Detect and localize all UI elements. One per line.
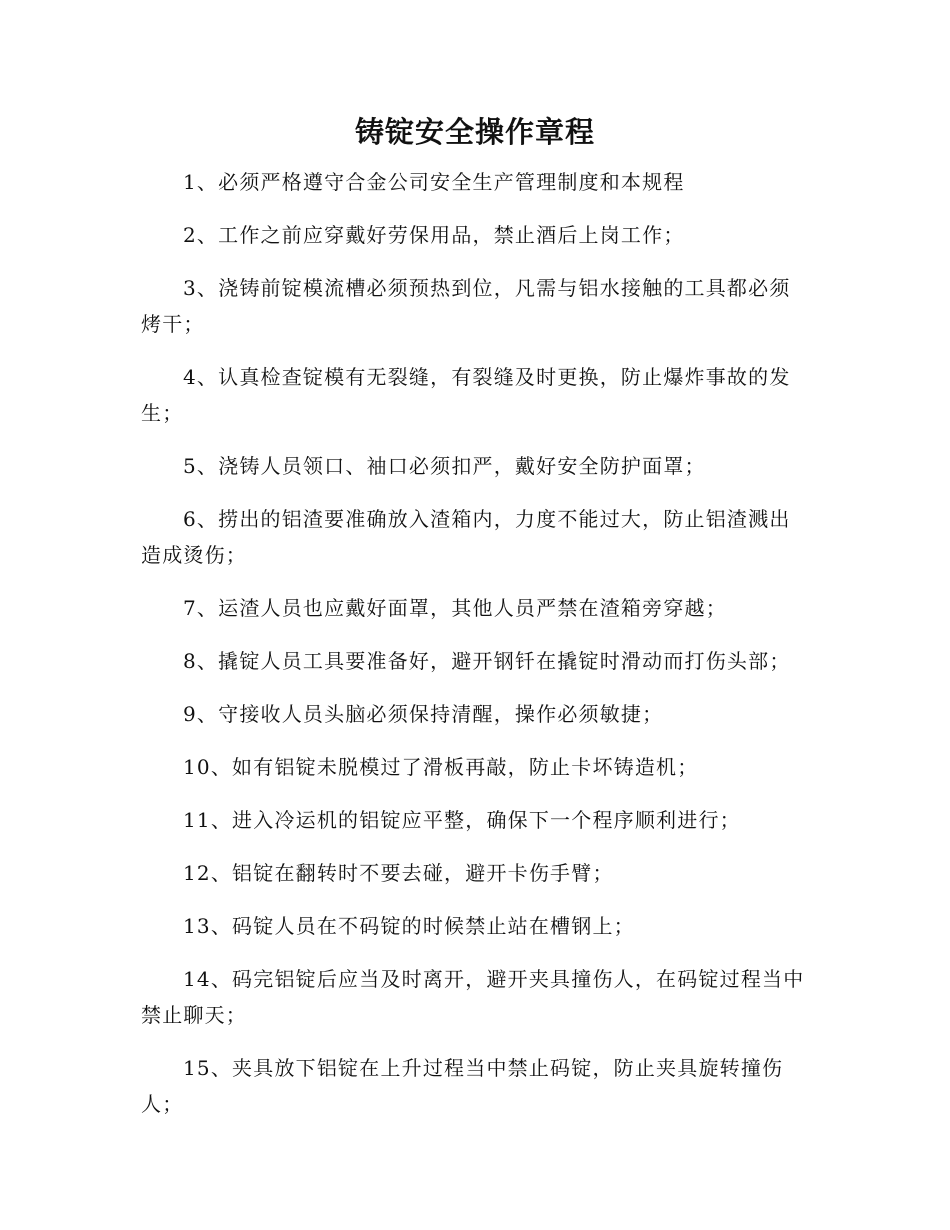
- rule-item: 9、守接收人员头脑必须保持清醒，操作必须敏捷；: [183, 702, 664, 726]
- rule-item: 3、浇铸前锭模流槽必须预热到位，凡需与铝水接触的工具都必须烤干；: [141, 276, 791, 336]
- rules-list: [141, 164, 811, 1139]
- rule-item: 6、捞出的铝渣要准确放入渣箱内，力度不能过大，防止铝渣溅出造成烫伤；: [141, 507, 791, 567]
- rule-item: 15、夹具放下铝锭在上升过程当中禁止码锭，防止夹具旋转撞伤人；: [141, 1056, 784, 1116]
- rule-item: 11、进入冷运机的铝锭应平整，确保下一个程序顺利进行；: [183, 808, 741, 832]
- rule-item: 2、工作之前应穿戴好劳保用品，禁止酒后上岗工作；: [183, 223, 685, 247]
- rule-item: 13、码锭人员在不码锭的时候禁止站在槽钢上；: [183, 914, 635, 938]
- rule-item: 10、如有铝锭未脱模过了滑板再敲，防止卡坏铸造机；: [183, 755, 699, 779]
- rule-item: 14、码完铝锭后应当及时离开，避开夹具撞伤人，在码锭过程当中禁止聊天；: [141, 967, 805, 1027]
- rule-item: 8、撬锭人员工具要准备好，避开钢钎在撬锭时滑动而打伤头部；: [183, 649, 791, 673]
- rule-item: 5、浇铸人员领口、袖口必须扣严，戴好安全防护面罩；: [183, 454, 706, 478]
- document-title: 铸锭安全操作章程: [354, 115, 595, 149]
- rule-item: 12、铝锭在翻转时不要去碰，避开卡伤手臂；: [183, 861, 614, 885]
- rule-item: 4、认真检查锭模有无裂缝，有裂缝及时更换，防止爆炸事故的发生；: [141, 365, 791, 425]
- rule-item: 1、必须严格遵守合金公司安全生产管理制度和本规程: [183, 170, 685, 194]
- rule-item: 7、运渣人员也应戴好面罩，其他人员严禁在渣箱旁穿越；: [183, 596, 727, 620]
